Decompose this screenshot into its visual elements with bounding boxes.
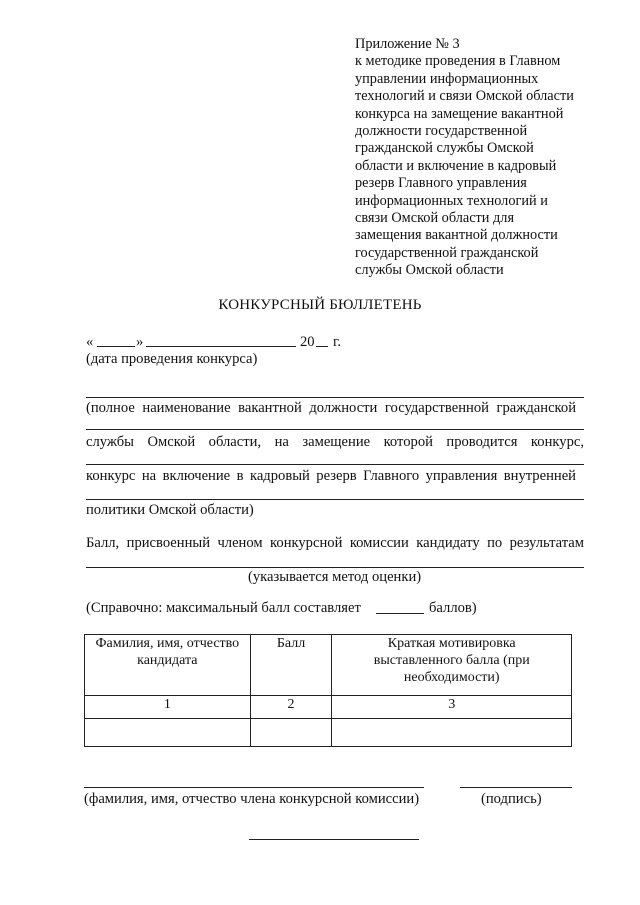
- position-caption-line3: конкурс на включение в кадровый резерв Главного управления внутренней: [86, 468, 576, 484]
- appendix-line: к методике проведения в Главном: [355, 53, 561, 70]
- signature-caption: (подпись): [481, 791, 542, 807]
- appendix-line: информационных технологий и: [355, 192, 548, 209]
- max-score-blank[interactable]: [376, 613, 424, 614]
- appendix-line: связи Омской области для: [355, 210, 515, 227]
- position-caption-line2: службы Омской области, на замещение которой проводится конкурс,: [86, 434, 584, 450]
- appendix-line: технологий и связи Омской области: [355, 88, 574, 105]
- date-year-blank[interactable]: [316, 346, 328, 347]
- date-close-quote: »: [136, 334, 144, 350]
- appendix-line: области и включение в кадровый: [355, 157, 557, 174]
- appendix-line: замещения вакантной должности: [355, 227, 558, 244]
- reference-suffix: баллов): [429, 600, 477, 616]
- date-month-blank[interactable]: [146, 346, 296, 347]
- column-number: 2: [250, 696, 332, 719]
- motivation-cell[interactable]: [332, 719, 572, 747]
- appendix-line: гражданской службы Омской: [355, 140, 534, 157]
- appendix-line: должности государственной: [355, 123, 528, 140]
- reference-prefix: (Справочно: максимальный балл составляет: [86, 600, 361, 616]
- candidate-name-cell[interactable]: [85, 719, 251, 747]
- date-caption: (дата проведения конкурса): [86, 351, 258, 367]
- table-number-row: [85, 696, 572, 719]
- column-number: 1: [85, 696, 251, 719]
- column-number: 3: [332, 696, 572, 719]
- header-candidate-name: Фамилия, имя, отчество кандидата: [85, 635, 251, 696]
- header-motivation: Краткая мотивировка выставленного балла (при необходимости): [332, 635, 572, 696]
- member-name-caption: (фамилия, имя, отчество члена конкурсной комиссии): [84, 791, 420, 807]
- table-header-row: [85, 635, 572, 696]
- score-method-caption: (указывается метод оценки): [248, 569, 422, 585]
- position-blank-line[interactable]: [86, 397, 584, 398]
- position-caption-line1: (полное наименование вакантной должности государственной гражданской: [86, 400, 576, 416]
- score-cell[interactable]: [250, 719, 332, 747]
- score-text: Балл, присвоенный членом конкурсной комиссии кандидату по результатам: [86, 535, 584, 551]
- appendix-line: управлении информационных: [355, 70, 539, 87]
- appendix-line: службы Омской области: [355, 262, 504, 279]
- position-blank-line[interactable]: [86, 464, 584, 465]
- appendix-line: государственной гражданской: [355, 244, 539, 261]
- position-blank-line[interactable]: [86, 499, 584, 500]
- date-year-suffix: г.: [333, 334, 341, 350]
- signature-blank[interactable]: [460, 787, 572, 788]
- appendix-line: конкурса на замещение вакантной: [355, 105, 564, 122]
- document-title: КОНКУРСНЫЙ БЮЛЛЕТЕНЬ: [218, 297, 422, 313]
- date-day-blank[interactable]: [97, 346, 135, 347]
- date-year-prefix: 20: [300, 334, 315, 350]
- header-score: Балл: [250, 635, 332, 696]
- member-name-blank[interactable]: [84, 787, 424, 788]
- date-open-quote: «: [86, 334, 94, 350]
- table-row: [85, 719, 572, 747]
- ballot-table: [84, 634, 572, 747]
- position-caption-line4: политики Омской области): [86, 502, 254, 518]
- position-blank-line[interactable]: [86, 429, 584, 430]
- appendix-line: Приложение № 3: [355, 36, 460, 52]
- appendix-line: резерв Главного управления: [355, 175, 527, 192]
- closing-divider: [249, 839, 419, 840]
- appendix-block: [355, 36, 605, 280]
